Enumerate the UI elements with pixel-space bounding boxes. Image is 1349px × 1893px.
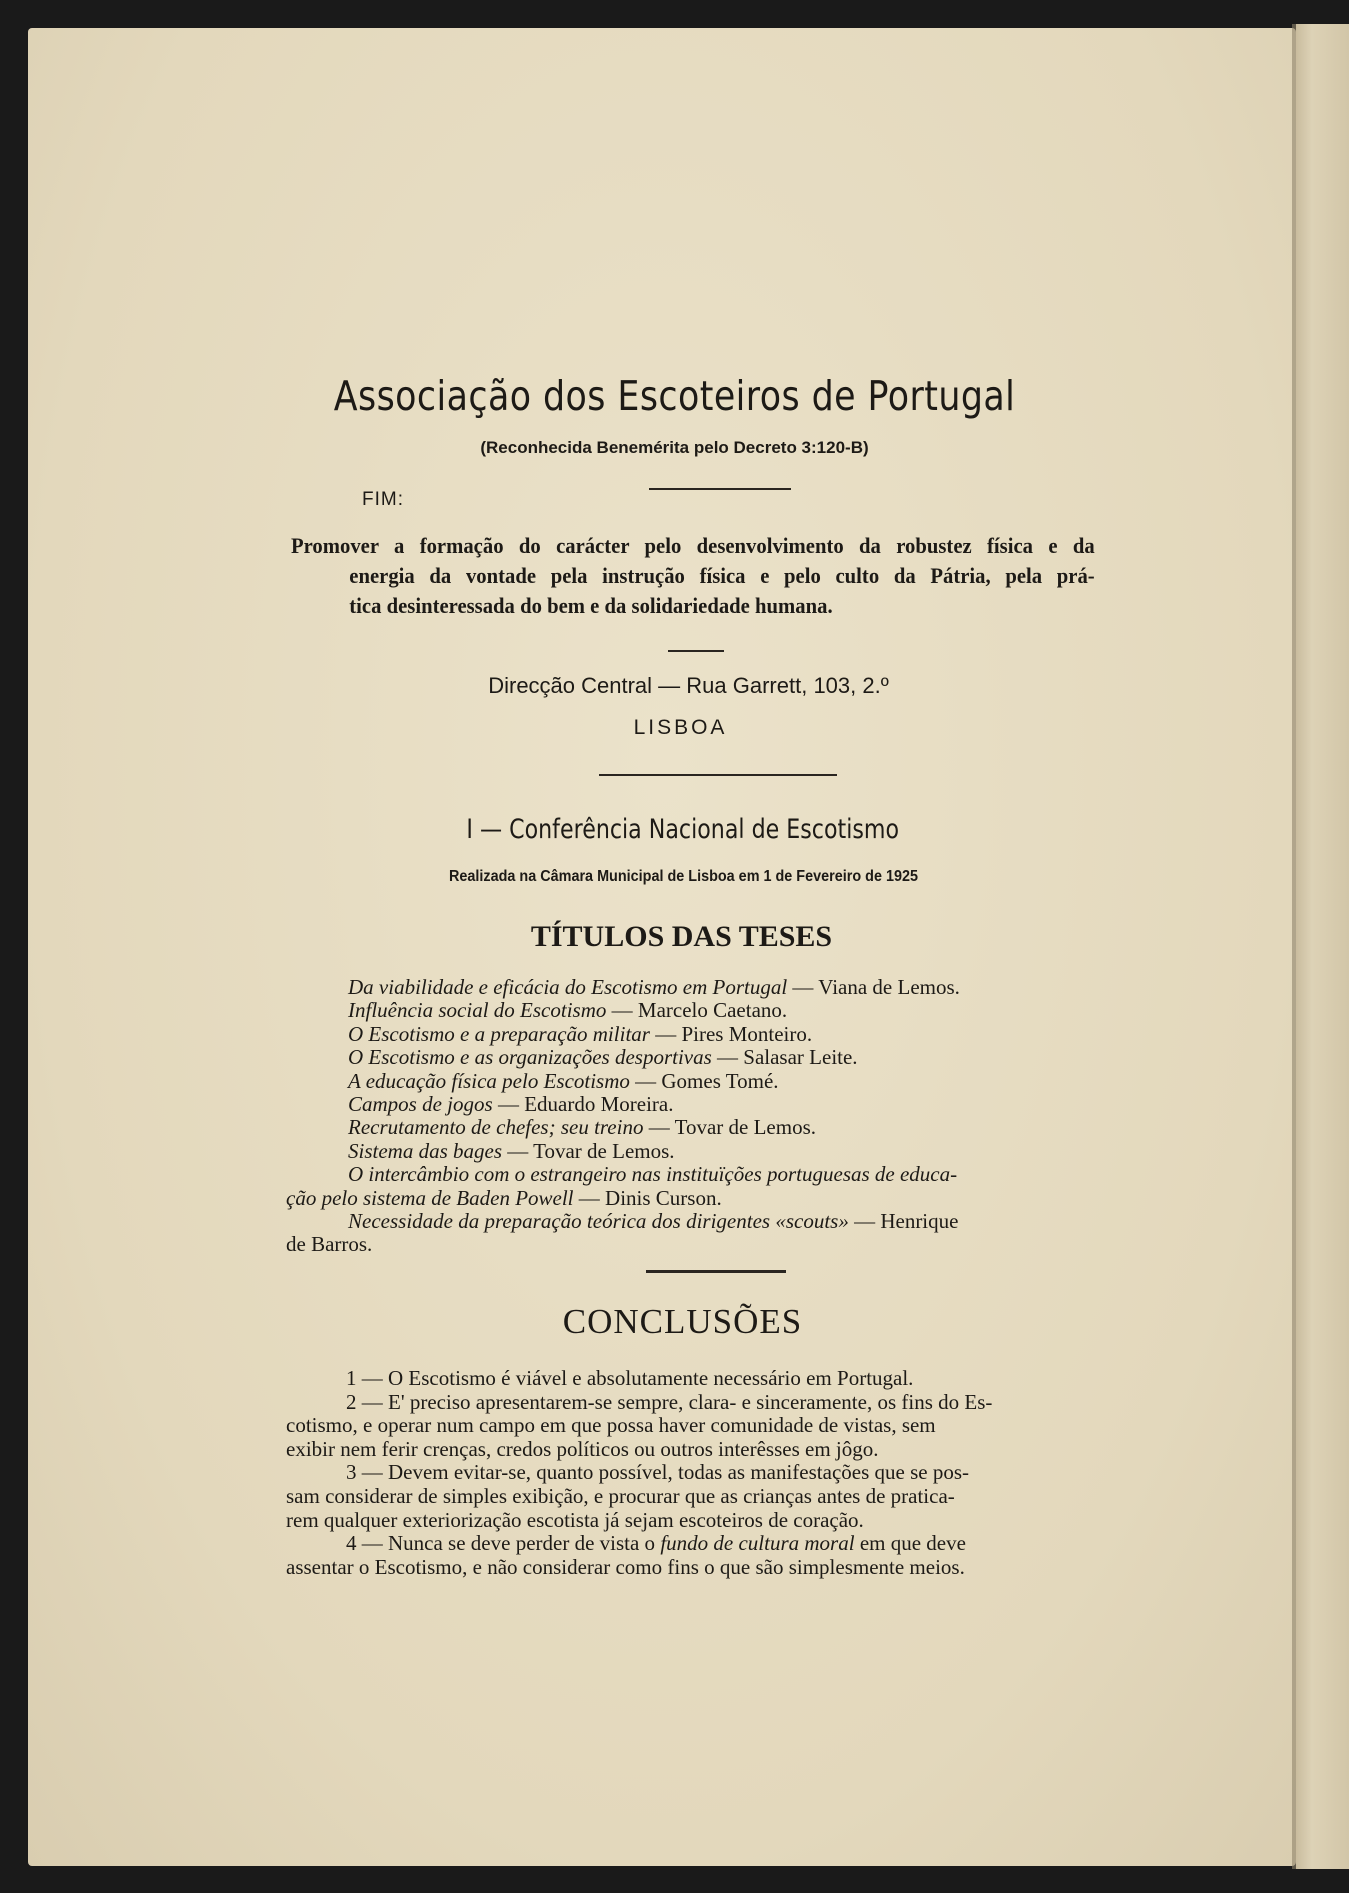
thesis-item [286, 1093, 1146, 1116]
conclusions-heading: CONCLUSÕES [562, 1302, 803, 1341]
thesis-item [286, 1140, 1146, 1163]
purpose-line: energia da vontade pela instrução física e pelo culto da Pátria, pela prá- [349, 563, 1095, 588]
thesis-author: Tovar de Lemos. [674, 1115, 816, 1140]
divider-1 [649, 488, 791, 490]
thesis-separator: — [492, 1092, 525, 1117]
theses-list [286, 976, 1146, 1257]
thesis-title: Necessidade da preparação teórica dos dirigentes «scouts» [348, 1209, 849, 1234]
thesis-separator: — [629, 1068, 662, 1093]
thesis-title: O Escotismo e as organizações desportivas [348, 1045, 712, 1070]
purpose-line: tica desinteressada do bem e da solidariedade humana. [349, 593, 833, 618]
thesis-title: Recrutamento de chefes; seu treino [348, 1115, 644, 1140]
conclusion-line: assentar o Escotismo, e não considerar como fins o que são simplesmente meios. [286, 1554, 965, 1579]
thesis-item [286, 1163, 1146, 1186]
thesis-separator: — [643, 1115, 675, 1140]
thesis-author: Salasar Leite. [743, 1045, 858, 1070]
divider-3 [599, 774, 837, 776]
divider-4 [646, 1270, 786, 1273]
divider-2 [668, 650, 724, 652]
association-purpose [291, 531, 1095, 621]
thesis-separator: — [711, 1045, 744, 1070]
thesis-author: — Dinis Curson. [573, 1185, 722, 1210]
thesis-item [286, 1070, 1146, 1093]
thesis-item-continuation: de Barros. [286, 1232, 373, 1257]
thesis-title: Sistema das bages [348, 1138, 502, 1163]
thesis-item [286, 976, 1146, 999]
fim-label: FIM: [362, 489, 404, 510]
conclusion-line: rem qualquer exteriorização escotista já sejam escoteiros de coração. [286, 1507, 864, 1532]
conclusions-list [286, 1367, 1146, 1579]
conclusion-line: exibir nem ferir crenças, credos políticos ou outros interêsses em jôgo. [286, 1436, 879, 1461]
thesis-author: Marcelo Caetano. [637, 998, 788, 1023]
city: LISBOA [633, 716, 728, 739]
conclusion-line [286, 1532, 1146, 1556]
thesis-item [286, 1116, 1146, 1139]
conclusion-line: sam considerar de simples exibição, e procurar que as crianças antes de pratica- [286, 1483, 955, 1508]
thesis-author: — Henrique [848, 1209, 959, 1234]
thesis-title: O Escotismo e a preparação militar [348, 1021, 650, 1046]
association-subtitle: (Reconhecida Benemérita pelo Decreto 3:120-B) [480, 438, 869, 457]
thesis-title: O intercâmbio com o estrangeiro nas instituïções portuguesas de educa- [348, 1162, 958, 1187]
thesis-separator: — [787, 975, 819, 999]
thesis-author: Tovar de Lemos. [533, 1138, 675, 1163]
purpose-line: Promover a formação do carácter pelo desenvolvimento da robustez física e da [291, 533, 1095, 558]
conference-title: I — Conferência Nacional de Escotismo [466, 814, 900, 845]
thesis-item [286, 999, 1146, 1022]
thesis-title: A educação física pelo Escotismo [348, 1068, 630, 1093]
thesis-author: Gomes Tomé. [661, 1068, 779, 1093]
theses-heading: TÍTULOS DAS TESES [530, 920, 833, 953]
thesis-title: ção pelo sistema de Baden Powell [286, 1185, 574, 1210]
thesis-separator: — [502, 1138, 534, 1163]
conference-details: Realizada na Câmara Municipal de Lisboa em 1 de Fevereiro de 1925 [448, 868, 918, 885]
conclusion-emphasis: fundo de cultura moral [660, 1531, 855, 1556]
conclusion-line: 2 — E' preciso apresentarem-se sempre, clara- e sinceramente, os fins do Es- [346, 1389, 993, 1414]
thesis-author: Pires Monteiro. [681, 1021, 813, 1046]
thesis-title: Influência social do Escotismo [348, 998, 607, 1023]
thesis-separator: — [649, 1021, 682, 1046]
conclusion-text: em que deve [854, 1531, 966, 1556]
thesis-item [286, 1023, 1146, 1046]
central-address: Direcção Central — Rua Garrett, 103, 2.º [488, 673, 889, 698]
conclusion-line: 1 — O Escotismo é viável e absolutamente necessário em Portugal. [346, 1366, 914, 1390]
thesis-author: Eduardo Moreira. [524, 1092, 674, 1117]
conclusion-text: 4 — Nunca se deve perder de vista o [346, 1531, 661, 1556]
thesis-title: Da viabilidade e eficácia do Escotismo em Portugal [348, 975, 788, 999]
association-title: Associação dos Escoteiros de Portugal [333, 372, 1016, 420]
thesis-item [286, 1046, 1146, 1069]
thesis-separator: — [606, 998, 638, 1023]
conclusion-line: cotismo, e operar num campo em que possa haver comunidade de vistas, sem [286, 1413, 936, 1438]
thesis-item-continuation [286, 1187, 1146, 1210]
thesis-item [286, 1210, 1146, 1233]
thesis-title: Campos de jogos [348, 1092, 493, 1117]
conclusion-line: 3 — Devem evitar-se, quanto possível, todas as manifestações que se pos- [346, 1460, 969, 1485]
thesis-author: Viana de Lemos. [818, 975, 960, 999]
